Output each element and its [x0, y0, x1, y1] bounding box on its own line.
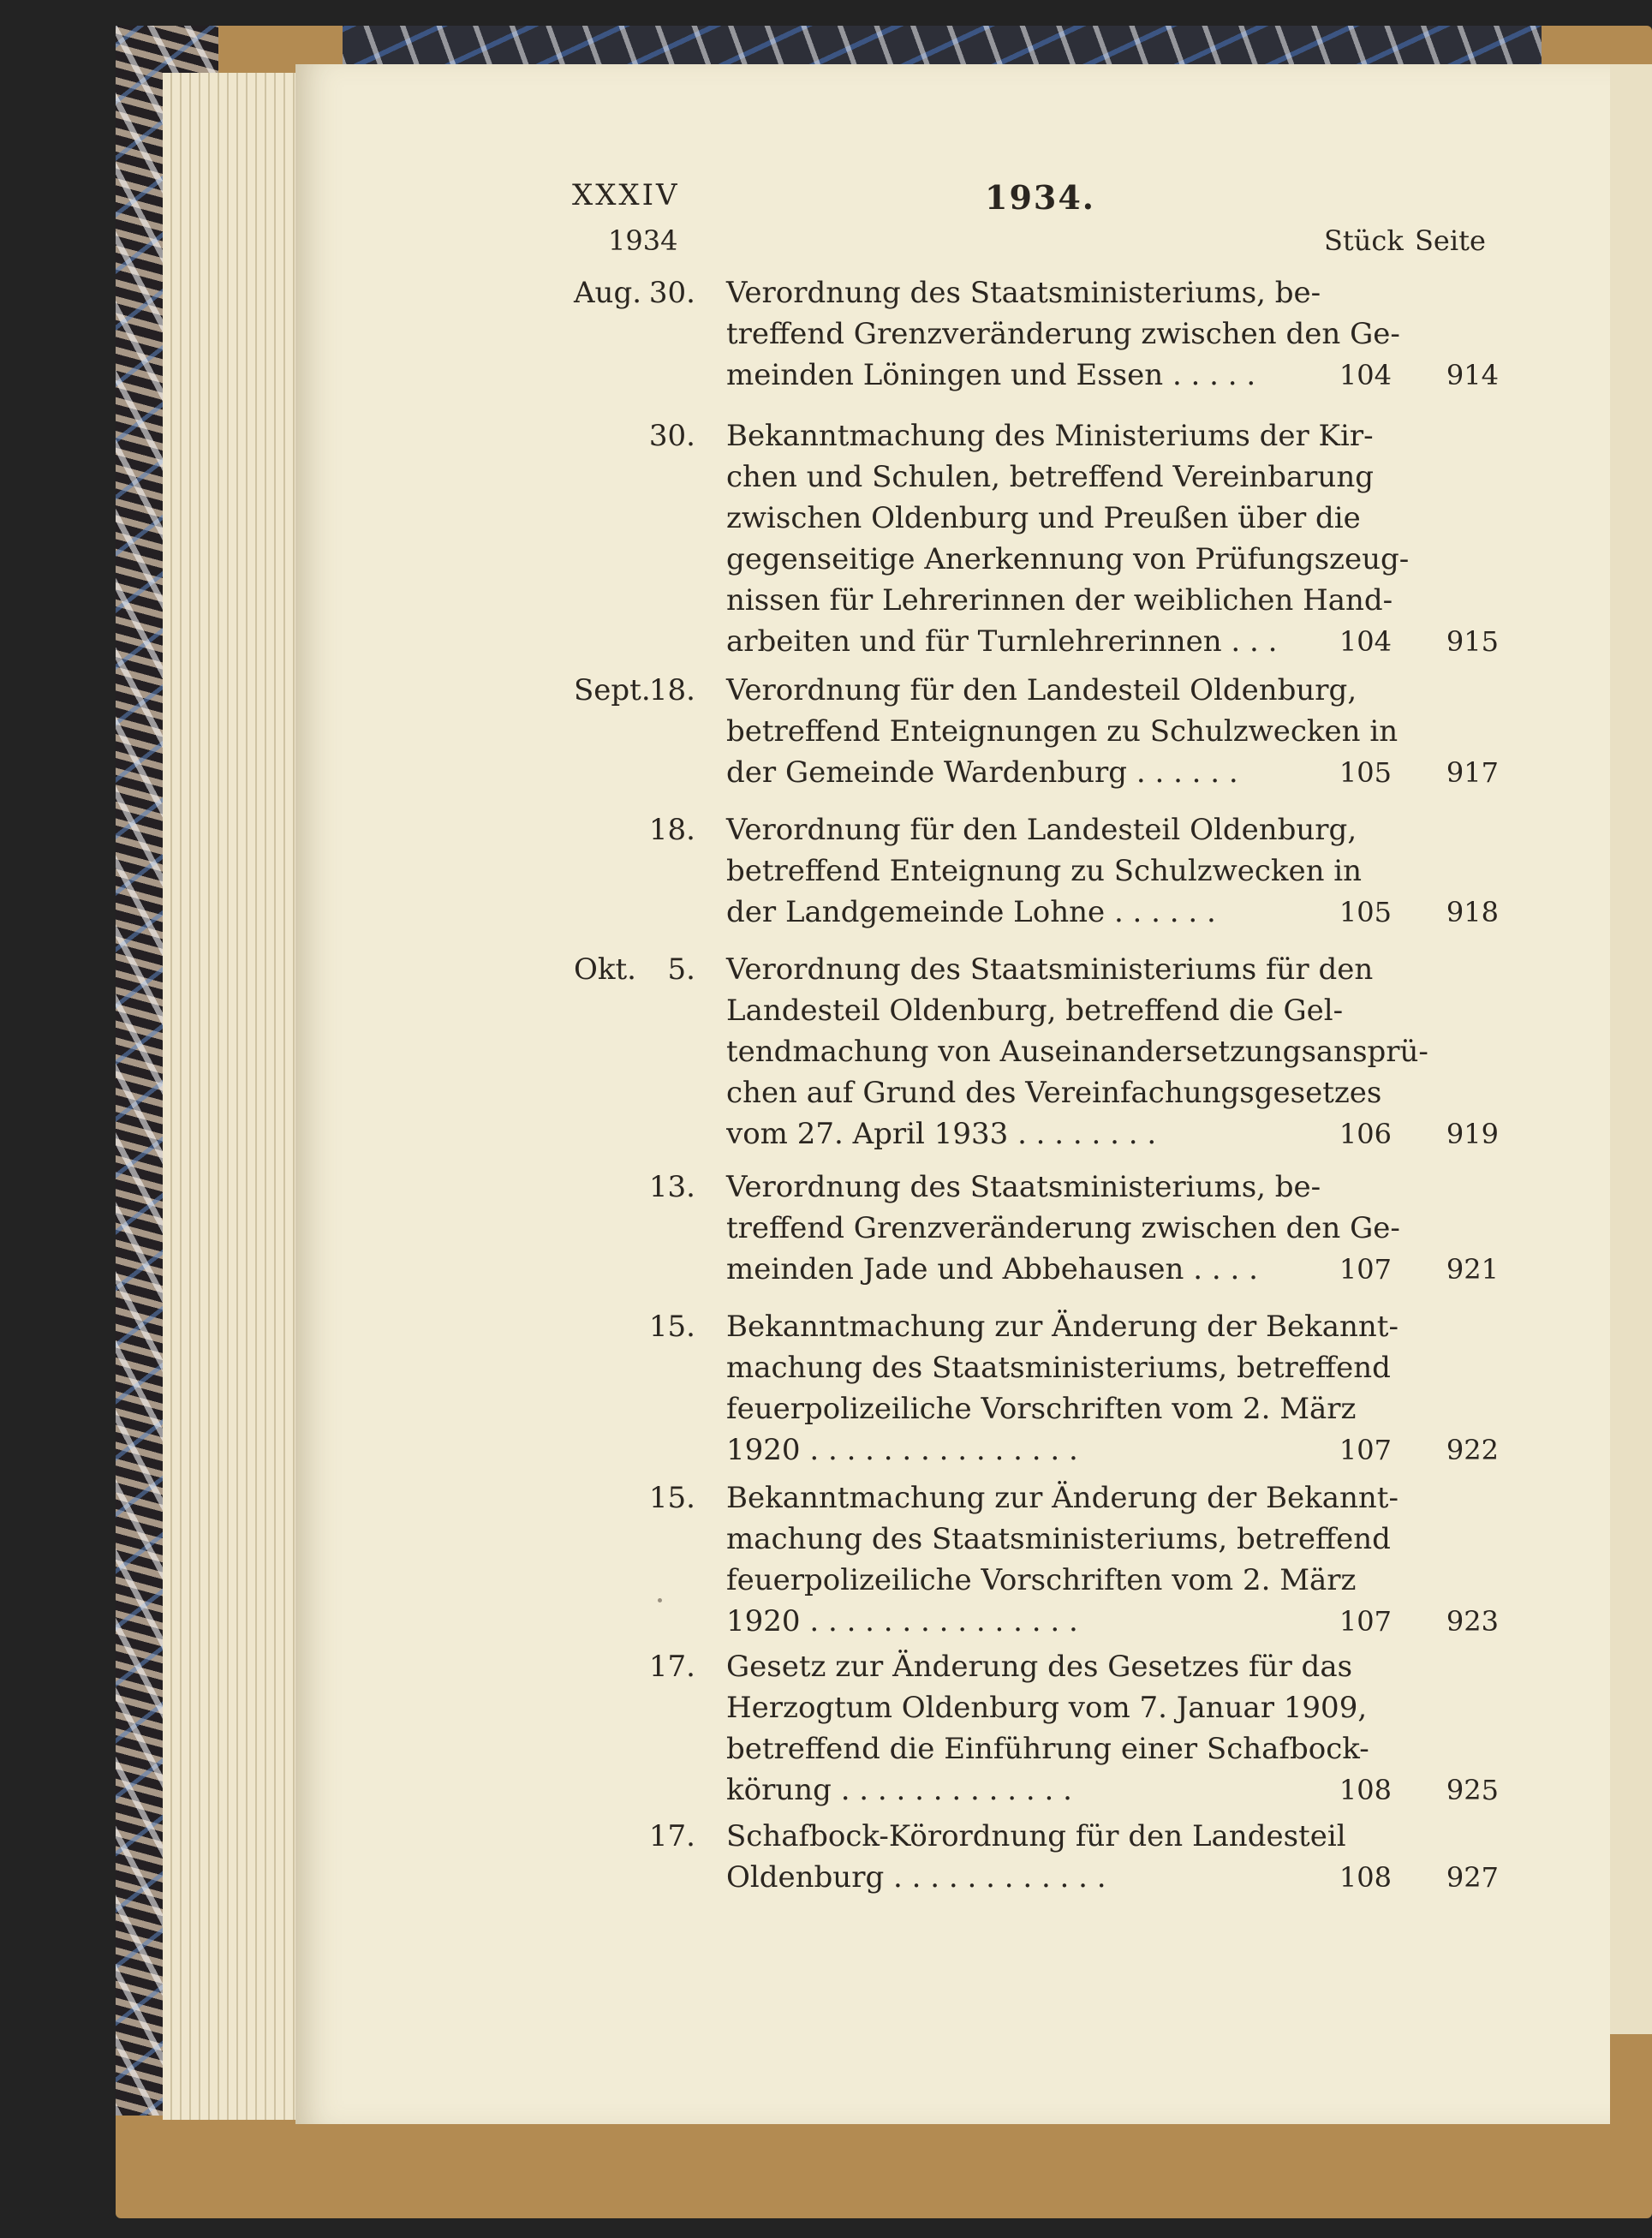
entry-stueck: 106	[1339, 1118, 1392, 1150]
entry-line	[0, 415, 1652, 457]
entry-text: Schafbock-Körordnung für den Landesteil	[726, 1819, 1346, 1853]
entry-line	[0, 1249, 1652, 1290]
entry-seite: 915	[1446, 625, 1499, 658]
index-entry	[0, 1477, 1652, 1642]
marbled-top-edge	[343, 26, 1542, 69]
entry-line	[0, 1031, 1652, 1072]
index-entry	[0, 1646, 1652, 1811]
entry-line	[0, 355, 1652, 396]
entry-line	[0, 1347, 1652, 1388]
entry-text: Oldenburg . . . . . . . . . . . .	[726, 1860, 1106, 1895]
entry-line	[0, 1728, 1652, 1770]
entry-line	[0, 621, 1652, 662]
entry-text: zwischen Oldenburg und Preußen über die	[726, 501, 1361, 535]
entry-seite: 919	[1446, 1118, 1499, 1150]
entry-month: Sept.	[574, 673, 651, 707]
entry-text: körung . . . . . . . . . . . . .	[726, 1773, 1072, 1807]
index-entry	[0, 809, 1652, 933]
entry-text: chen auf Grund des Vereinfachungsgesetzes	[726, 1076, 1382, 1110]
index-entry	[0, 272, 1652, 396]
entry-text: nissen für Lehrerinnen der weiblichen Hand-	[726, 583, 1393, 618]
entry-line	[0, 1687, 1652, 1728]
entry-stueck: 108	[1339, 1774, 1392, 1806]
entry-day: 5.	[667, 952, 695, 987]
entry-line	[0, 1113, 1652, 1155]
entry-text: Bekanntmachung des Ministeriums der Kir-	[726, 419, 1374, 453]
entry-text: Verordnung des Staatsministeriums, be-	[726, 276, 1321, 310]
entry-line	[0, 1208, 1652, 1249]
entry-line	[0, 498, 1652, 539]
entry-text: Landesteil Oldenburg, betreffend die Gel-	[726, 994, 1344, 1028]
entry-line	[0, 752, 1652, 793]
column-headers	[0, 224, 1652, 267]
entry-text: Verordnung für den Landesteil Oldenburg,	[726, 813, 1357, 847]
index-entry	[0, 949, 1652, 1155]
entry-seite: 927	[1446, 1861, 1499, 1894]
entry-text: Verordnung für den Landesteil Oldenburg,	[726, 673, 1357, 707]
year-header: 1934	[608, 224, 678, 257]
index-entry	[0, 1167, 1652, 1290]
entry-text: betreffend die Einführung einer Schafbock-	[726, 1732, 1369, 1766]
entry-line	[0, 1519, 1652, 1560]
entry-line	[0, 1601, 1652, 1642]
entry-seite: 917	[1446, 756, 1499, 789]
entry-line	[0, 1816, 1652, 1857]
entry-line	[0, 990, 1652, 1031]
entry-day: 30.	[648, 276, 695, 310]
entry-text: machung des Staatsministeriums, betreffend	[726, 1522, 1391, 1556]
entry-month: Aug.	[574, 276, 642, 310]
entry-text: betreffend Enteignungen zu Schulzwecken in	[726, 714, 1399, 749]
page-title: 1934.	[985, 178, 1095, 217]
entry-text: betreffend Enteignung zu Schulzwecken in	[726, 854, 1363, 888]
entry-day: 13.	[648, 1170, 695, 1204]
seite-header: Seite	[1415, 224, 1486, 257]
page-header	[0, 178, 1652, 230]
entry-seite: 925	[1446, 1774, 1499, 1806]
entry-text: Bekanntmachung zur Änderung der Bekannt-	[726, 1310, 1399, 1344]
entry-stueck: 104	[1339, 625, 1392, 658]
entry-line	[0, 892, 1652, 933]
entry-text: Verordnung des Staatsministeriums für den	[726, 952, 1374, 987]
entry-text: treffend Grenzveränderung zwischen den Ge-	[726, 1211, 1400, 1245]
index-entry	[0, 1306, 1652, 1471]
entry-day: 18.	[648, 673, 695, 707]
entry-line	[0, 1560, 1652, 1601]
entry-line	[0, 1646, 1652, 1687]
entry-day: 17.	[648, 1819, 695, 1853]
index-entry	[0, 670, 1652, 793]
entry-text: Bekanntmachung zur Änderung der Bekannt-	[726, 1481, 1399, 1515]
page-number: XXXIV	[572, 178, 680, 212]
index-entry	[0, 415, 1652, 662]
entry-line	[0, 850, 1652, 892]
entry-seite: 922	[1446, 1434, 1499, 1466]
entry-stueck: 107	[1339, 1253, 1392, 1286]
entry-text: Gesetz zur Änderung des Gesetzes für das	[726, 1650, 1353, 1684]
entry-text: meinden Löningen und Essen . . . . .	[726, 358, 1256, 392]
entry-text: vom 27. April 1933 . . . . . . . .	[726, 1117, 1157, 1151]
entry-stueck: 107	[1339, 1434, 1392, 1466]
entry-stueck: 105	[1339, 896, 1392, 928]
entry-seite: 923	[1446, 1605, 1499, 1638]
entry-stueck: 105	[1339, 756, 1392, 789]
entry-line	[0, 539, 1652, 580]
entry-line	[0, 1388, 1652, 1429]
entry-day: 17.	[648, 1650, 695, 1684]
entry-stueck: 108	[1339, 1861, 1392, 1894]
entry-seite: 921	[1446, 1253, 1499, 1286]
entry-text: arbeiten und für Turnlehrerinnen . . .	[726, 624, 1278, 659]
stueck-header: Stück	[1324, 224, 1404, 257]
entry-text: chen und Schulen, betreffend Vereinbarung	[726, 460, 1374, 494]
entry-text: machung des Staatsministeriums, betreffend	[726, 1351, 1391, 1385]
entry-day: 30.	[648, 419, 695, 453]
entry-line	[0, 949, 1652, 990]
entry-line	[0, 1770, 1652, 1811]
entry-text: Herzogtum Oldenburg vom 7. Januar 1909,	[726, 1691, 1368, 1725]
entry-text: gegenseitige Anerkennung von Prüfungszeug-	[726, 542, 1410, 576]
entry-stueck: 104	[1339, 359, 1392, 391]
speck-mark	[658, 1598, 662, 1602]
entry-day: 15.	[648, 1481, 695, 1515]
entry-text: feuerpolizeiliche Vorschriften vom 2. März	[726, 1563, 1357, 1597]
entry-text: meinden Jade und Abbehausen . . . .	[726, 1252, 1258, 1286]
entry-line	[0, 313, 1652, 355]
entry-seite: 918	[1446, 896, 1499, 928]
index-entry	[0, 1816, 1652, 1898]
entry-text: Verordnung des Staatsministeriums, be-	[726, 1170, 1321, 1204]
entry-text: feuerpolizeiliche Vorschriften vom 2. März	[726, 1392, 1357, 1426]
entry-stueck: 107	[1339, 1605, 1392, 1638]
entry-line	[0, 1167, 1652, 1208]
entry-line	[0, 1857, 1652, 1898]
entry-text: tendmachung von Auseinandersetzungsansprü-	[726, 1035, 1428, 1069]
entry-line	[0, 711, 1652, 752]
entry-text: der Landgemeinde Lohne . . . . . .	[726, 895, 1216, 929]
entry-day: 15.	[648, 1310, 695, 1344]
entry-line	[0, 1429, 1652, 1471]
entry-text: treffend Grenzveränderung zwischen den Ge-	[726, 317, 1400, 351]
entry-line	[0, 1072, 1652, 1113]
entry-line	[0, 1306, 1652, 1347]
entry-text: der Gemeinde Wardenburg . . . . . .	[726, 755, 1238, 790]
entry-line	[0, 580, 1652, 621]
entry-month: Okt.	[574, 952, 636, 987]
entry-text: 1920 . . . . . . . . . . . . . . .	[726, 1604, 1078, 1638]
entry-line	[0, 670, 1652, 711]
entry-seite: 914	[1446, 359, 1499, 391]
entry-line	[0, 272, 1652, 313]
entry-text: 1920 . . . . . . . . . . . . . . .	[726, 1433, 1078, 1467]
entry-line	[0, 1477, 1652, 1519]
entry-line	[0, 457, 1652, 498]
entry-line	[0, 809, 1652, 850]
entry-day: 18.	[648, 813, 695, 847]
